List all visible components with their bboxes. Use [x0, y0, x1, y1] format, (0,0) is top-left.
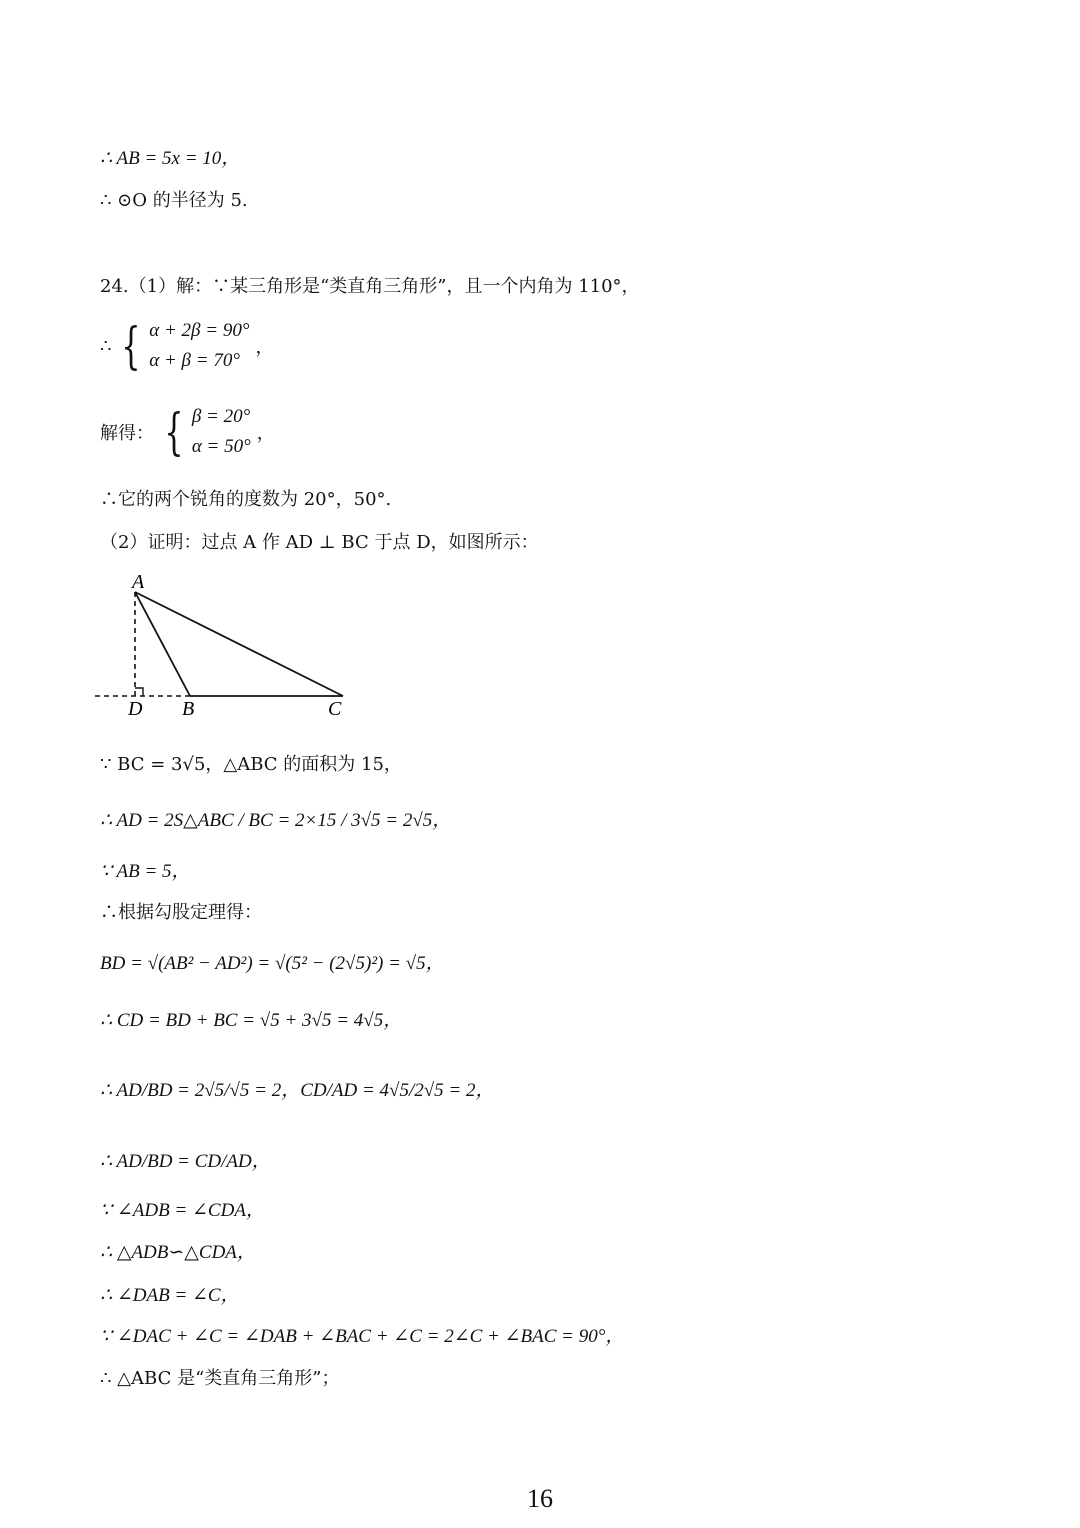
line-ab-equals-5: ∵ AB = 5，	[100, 861, 191, 882]
line-bd-calc: BD = √(AB² − AD²) = √(5² − (2√5)²) = √5，	[100, 953, 445, 974]
line-ratios: ∴ AD/BD = 2√5/√5 = 2，CD/AD = 4√5/2√5 = 2，	[100, 1080, 495, 1101]
page-number: 16	[527, 1484, 553, 1513]
equation-system-2	[100, 402, 275, 462]
line-q24-part1: 24.（1）解：∵某三角形是“类直角三角形”，且一个内角为 110°，	[100, 276, 640, 297]
line-acute-angles: ∴它的两个锐角的度数为 20°，50°.	[100, 489, 392, 510]
line-angle-sum: ∵ ∠DAC + ∠C = ∠DAB + ∠BAC + ∠C = 2∠C + ∠BAC = 90°，	[100, 1326, 625, 1347]
label-d: D	[128, 698, 143, 720]
line-part2-proof: （2）证明：过点 A 作 AD ⊥ BC 于点 D，如图所示：	[100, 532, 539, 553]
line-ad-calc: ∴ AD = 2S△ABC / BC = 2×15 / 3√5 = 2√5，	[100, 810, 452, 831]
label-b: B	[182, 698, 195, 720]
comma: ，	[255, 337, 274, 358]
segment-ac	[135, 592, 343, 696]
equation-system-1	[100, 316, 273, 376]
solve-label: 解得：	[100, 423, 154, 444]
equation: β = 20°	[191, 406, 251, 427]
equation: α + β = 70°	[149, 350, 240, 371]
equation: α = 50°	[191, 436, 251, 457]
line-pythagoras: ∴根据勾股定理得：	[100, 902, 262, 923]
line-radius: ∴ ⊙O 的半径为 5.	[100, 190, 248, 211]
equation: α + 2β = 90°	[149, 320, 250, 341]
brace-icon: {	[121, 317, 141, 375]
line-ab-equals-10: ∴ AB = 5x = 10，	[100, 148, 241, 169]
segment-ab	[135, 592, 190, 696]
line-cd-calc: ∴ CD = BD + BC = √5 + 3√5 = 4√5，	[100, 1010, 403, 1031]
therefore-symbol: ∴	[100, 335, 112, 357]
label-a: A	[132, 571, 145, 593]
line-conclusion: ∴ △ABC 是“类直角三角形”；	[100, 1368, 340, 1389]
line-dab-equals-c: ∴ ∠DAB = ∠C，	[100, 1285, 240, 1306]
line-bc-area: ∵ BC = 3√5，△ABC 的面积为 15，	[100, 754, 402, 775]
brace-icon: {	[164, 403, 184, 461]
right-angle-mark-icon	[135, 688, 143, 696]
line-similar: ∴ △ADB∽△CDA，	[100, 1242, 256, 1263]
comma: ，	[256, 423, 275, 444]
triangle-diagram	[95, 570, 365, 720]
line-ratio-equal: ∴ AD/BD = CD/AD，	[100, 1151, 271, 1172]
line-angle-equal: ∵ ∠ADB = ∠CDA，	[100, 1200, 265, 1221]
label-c: C	[328, 698, 342, 720]
